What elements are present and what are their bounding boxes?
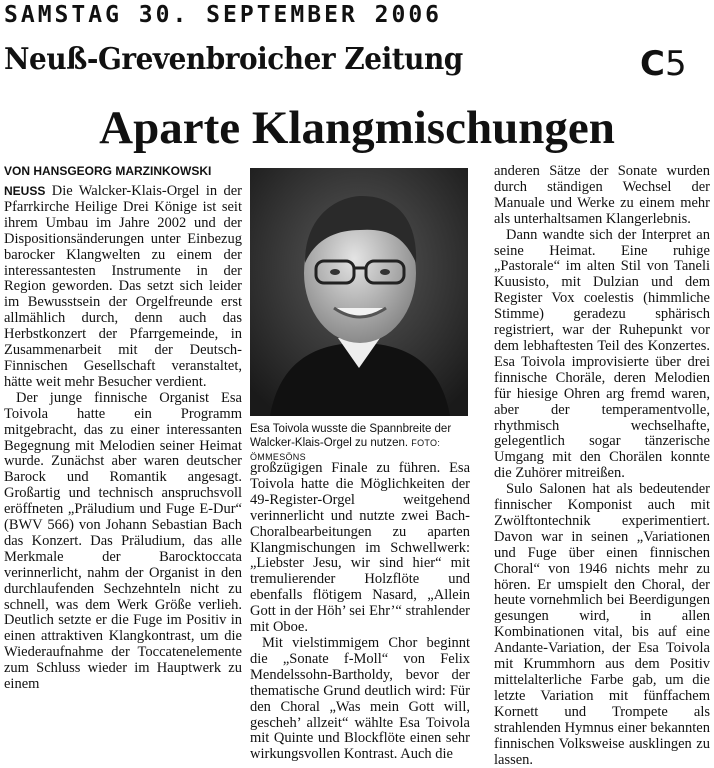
article-paragraph-5: anderen Sätze der Sonate wurden durch ständigen Wechsel der Manuale und Werke zu einem mehr als unterhaltsamen Klangerlebnis. bbox=[494, 163, 710, 227]
section-letter: C bbox=[640, 44, 665, 84]
photo-caption: Esa Toivola wusste die Spannbreite der Walcker-Klais-Orgel zu nutzen. FOTO: ÖMMESÖNS bbox=[250, 423, 452, 462]
article-column-2 bbox=[250, 461, 470, 763]
article-byline: VON HANSGEORG MARZINKOWSKI bbox=[4, 164, 212, 178]
portrait-image bbox=[250, 168, 468, 416]
article-paragraph-6: Dann wandte sich der Interpret an seine Heimat. Eine ruhige „Pastorale“ im alten Stil von Taneli Kuusisto, mit Dulzian und dem Register Vox coelestis (himmliche Stimme) geradezu sphärisch registriert, war der Ruhepunkt vor dem lebhaftesten Teil des Konzertes. Esa Toivola improvisierte über drei finnische Choräle, deren Melodien für hiesige Ohren arg fremd waren, aber der temperamentvolle, rhythmisch wechselhafte, gelegentlich sogar tänzerische Umgang mit den Chorälen konnte die Zuhörer mitreißen. bbox=[494, 226, 710, 482]
article-paragraph-1: NEUSS Die Walcker-Klais-Orgel in der Pfarrkirche Heilige Drei Könige ist seit ihrem Umbau im Jahre 2002 und der Dispositionsänderungen unter Einbezug barocker Klangwelten zu einem der interessantesten Instrumente in der Region geworden. Das setzt sich leider im Bewusstsein der Orgelfreunde erst allmählich durch, denn auch das Herbstkonzert der Pfarrgemeinde, in Zusammenarbeit mit der Deutsch-Finnischen Gesellschaft veranstaltet, hätte weit mehr Besucher verdient. bbox=[4, 183, 243, 390]
article-paragraph-7: Sulo Salonen hat als bedeutender finnischer Komponist auch mit Zwölftontechnik experimentiert. Davon war in seinen „Variationen und Fuge über einen finnischen Choral“ von 1946 nichts mehr zu hören. Er umspielt den Choral, der heute vornehmlich bei Beerdigungen gesungen wird, in allen Kombinationen vital, bis auf eine Andante-Variation, der Esa Toivola mit Krummhorn aus dem Positiv mittelalterliche Farbe gab, um die letzte Variation mit fünffachem Kornett und Trompete als strahlenden Hymnus einer bekannten finnischen Volksweise ausklingen zu lassen. bbox=[494, 481, 710, 768]
article-column-3 bbox=[494, 164, 710, 768]
article-column-1 bbox=[4, 184, 242, 693]
article-paragraph-3: großzügigen Finale zu führen. Esa Toivola hatte die Möglichkeiten der 49-Register-Orgel weitgehend verinnerlicht und nutzte zwei Bach-Choralbearbeitungen zu aparten Klangmischungen im Schwellwerk: „Liebster Jesu, wir sind hier“ mit tremulierender Holzflöte und ebenfalls flötigem Nasard, „Allein Gott in der Höh’ sei Ehr’“ strahlender mit Oboe. bbox=[250, 460, 470, 636]
page-section-label bbox=[640, 44, 687, 84]
portrait-photo bbox=[250, 168, 468, 416]
photo-credit: FOTO: ÖMMESÖNS bbox=[250, 438, 441, 462]
article-headline: Aparte Klangmischungen bbox=[99, 102, 615, 154]
article-dateline-city: NEUSS bbox=[4, 184, 46, 198]
article-paragraph-4: Mit vielstimmigem Chor beginnt die „Sonate f-Moll“ von Felix Mendelssohn-Bartholdy, bevor der thematische Grund deutlich wird: Für den Choral „Was mein Gott will, gescheh’ allzeit“ wählte Esa Toivola mit Quinte und Blockflöte einen sehr wirkungsvollen Kontrast. Auch die bbox=[250, 634, 470, 763]
article-paragraph-2: Der junge finnische Organist Esa Toivola hatte ein Programm mitgebracht, das zu einer interessanten Begegnung mit Melodien seiner Heimat wurde. Zunächst aber waren deutscher Barock und Romantik angesagt. Großartig und technisch anspruchsvoll eröffneten „Präludium und Fuge E-Dur“ (BWV 566) von Johann Sebastian Bach das Konzert. Das Präludium, das alle Merkmale der Barocktoccata verinnerlicht, nahm der Organist in den durchlaufenden Sechzehnteln nicht zu schnell, was dem Werk Größe verlieh. Deutlich setzte er die Fuge im Positiv in einen attraktiven Klangkontrast, um die Wiederaufnahme der Toccatenelemente zum Schluss wieder im Hauptwerk zu einem bbox=[4, 389, 242, 693]
issue-date: SAMSTAG 30. SEPTEMBER 2006 bbox=[4, 2, 443, 28]
newspaper-masthead: Neuß-Grevenbroicher Zeitung bbox=[4, 42, 463, 77]
section-number: 5 bbox=[664, 44, 687, 84]
